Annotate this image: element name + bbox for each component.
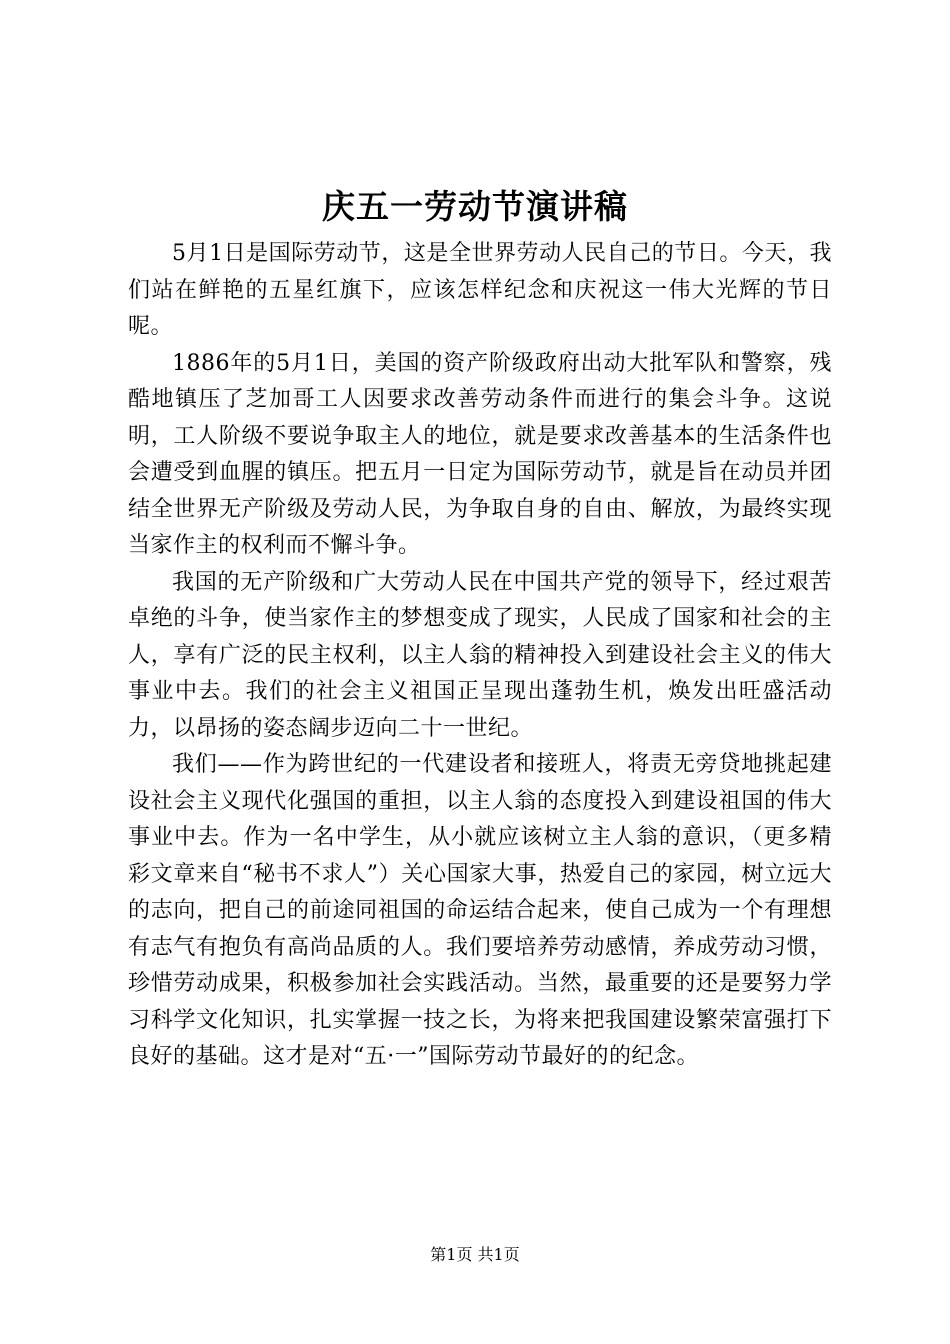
paragraph-1: 5月1日是国际劳动节，这是全世界劳动人民自己的节日。今天，我们站在鲜艳的五星红旗下，应该怎样纪念和庆祝这一伟大光辉的节日呢。 xyxy=(128,241,832,339)
paragraph-2: 1886年的5月1日，美国的资产阶级政府出动大批军队和警察，残酷地镇压了芝加哥工人因要求改善劳动条件而进行的集会斗争。这说明，工人阶级不要说争取主人的地位，就是要求改善基本的生活条件也会遭受到血腥的镇压。把五月一日定为国际劳动节，就是旨在动员并团结全世界无产阶级及劳动人民，为争取自身的自由、解放，为最终实现当家作主的权利而不懈斗争。 xyxy=(128,350,832,558)
paragraph-4: 我们——作为跨世纪的一代建设者和接班人，将责无旁贷地挑起建设社会主义现代化强国的重担，以主人翁的态度投入到建设祖国的伟大事业中去。作为一名中学生，从小就应该树立主人翁的意识，（更多精彩文章来自“秘书不求人”）关心国家大事，热爱自己的家园，树立远大的志向，把自己的前途同祖国的命运结合起来，使自己成为一个有理想有志气有抱负有高尚品质的人。我们要培养劳动感情，养成劳动习惯，珍惜劳动成果，积极参加社会实践活动。当然，最重要的还是要努力学习科学文化知识，扎实掌握一技之长，为将来把我国建设繁荣富强打下良好的基础。这才是对“五·一”国际劳动节最好的的纪念。 xyxy=(128,752,832,1069)
paragraph-3: 我国的无产阶级和广大劳动人民在中国共产党的领导下，经过艰苦卓绝的斗争，使当家作主的梦想变成了现实，人民成了国家和社会的主人，享有广泛的民主权利，以主人翁的精神投入到建设社会主义的伟大事业中去。我们的社会主义祖国正呈现出蓬勃生机，焕发出旺盛活动力，以昂扬的姿态阔步迈向二十一世纪。 xyxy=(128,569,832,741)
document-title: 庆五一劳动节演讲稿 xyxy=(322,187,628,226)
page-footer: 第1页 共1页 xyxy=(430,1245,520,1264)
document-body xyxy=(128,236,832,1076)
